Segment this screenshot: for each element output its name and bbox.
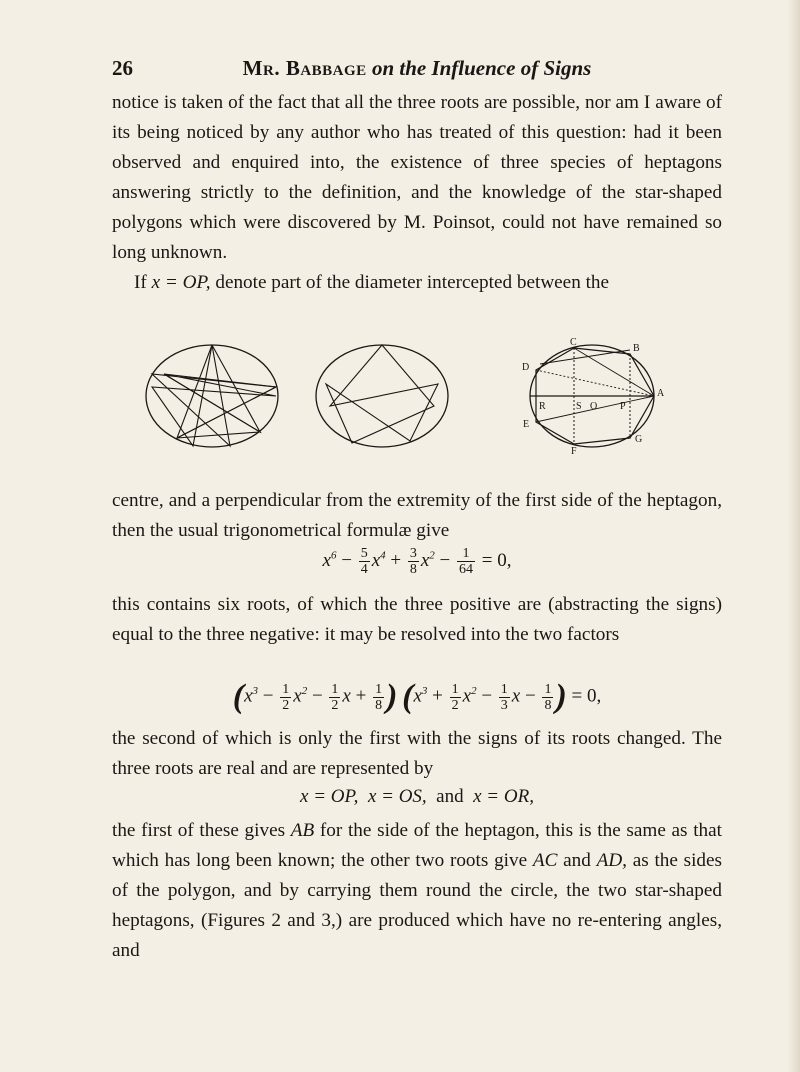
fig3-label-r: R: [539, 401, 546, 412]
fig3-label-o: O: [590, 401, 598, 412]
fig3-label-p: P: [620, 401, 626, 412]
page-number: 26: [112, 56, 133, 80]
page-header: [112, 56, 722, 90]
paragraph-2: [112, 268, 722, 298]
fig3-label-c: C: [570, 337, 577, 348]
paragraph-2-rest: denote part of the diameter intercepted between the: [210, 272, 610, 293]
paragraph-1-text: notice is taken of the fact that all the three roots are possible, nor am I aware of its being noticed by any author who has treated of this question: had it been observed and enquired into, the existence of three species of heptagons answering strictly to the definition, and the knowledge of the star-shaped polygons which were discovered by M. Poinsot, could not have remained so long unknown.: [112, 92, 722, 263]
figure-1-star-heptagon: [140, 336, 285, 454]
figure-2-star: [326, 345, 438, 443]
fig3-label-b: B: [633, 343, 640, 354]
figures-row: [140, 336, 700, 456]
paragraph-3: [112, 486, 722, 546]
fig3-label-e: E: [523, 419, 530, 430]
paragraph-6-text: the first of these gives AB for the side of the heptagon, this is the same as that which has long been known; the other two roots give AC and AD, as the sides of the polygon, and by carrying them round the circle, the two star-shaped heptagons, (Figures 2 and 3,) are produced which have no re-entering angles, and: [112, 820, 722, 961]
running-title-author: Mr. Babbage: [242, 56, 367, 80]
fig3-label-a: A: [657, 388, 665, 399]
page-edge-shadow: [788, 0, 800, 1072]
fig3-label-d: D: [522, 362, 530, 373]
fig3-label-s: S: [576, 401, 582, 412]
figure-2-star-heptagon: [310, 336, 455, 454]
running-title: [112, 56, 722, 81]
fig3-label-g: G: [635, 434, 643, 445]
paragraph-5-text: the second of which is only the first with the signs of its roots changed. The three roots are real and are represented by: [112, 728, 722, 779]
equation-roots: x = OP, x = OS, and x = OR,: [300, 786, 534, 807]
fig3-label-f: F: [571, 446, 577, 456]
equation-factors: ($x^3$ − $\frac{1}{2}$ $x^2$ − $\frac{1}{2}$ x + $\frac{1}{8}$ ) ($x^3$ + $\frac{1}{2}$ $x^2$ − $\frac{1}{3}$ x − $\frac{1}{8}$ ) = 0,: [232, 678, 602, 715]
paragraph-1: [112, 88, 722, 298]
paragraph-2-lead: If: [134, 272, 152, 293]
paragraph-3-text: centre, and a perpendicular from the extremity of the first side of the heptagon, then the usual trigonometrical formulæ give: [112, 490, 722, 541]
figure-3-labeled-heptagon: [480, 336, 700, 456]
equation-sextic: $x^6$ − $\frac{5}{4}$ $x^4$ + $\frac{3}{8}$ $x^2$ − $\frac{1}{64}$ = 0,: [322, 546, 512, 577]
paragraph-6: [112, 816, 722, 966]
paragraph-4: [112, 590, 722, 650]
paragraph-5: [112, 724, 722, 784]
running-title-text: on the Influence of Signs: [371, 56, 592, 80]
paragraph-2-math: x = OP,: [151, 272, 211, 293]
paragraph-4-text: this contains six roots, of which the three positive are (abstracting the signs) equal to the three negative: it may be resolved into the two factors: [112, 594, 722, 645]
figure-2-circle: [316, 345, 448, 447]
